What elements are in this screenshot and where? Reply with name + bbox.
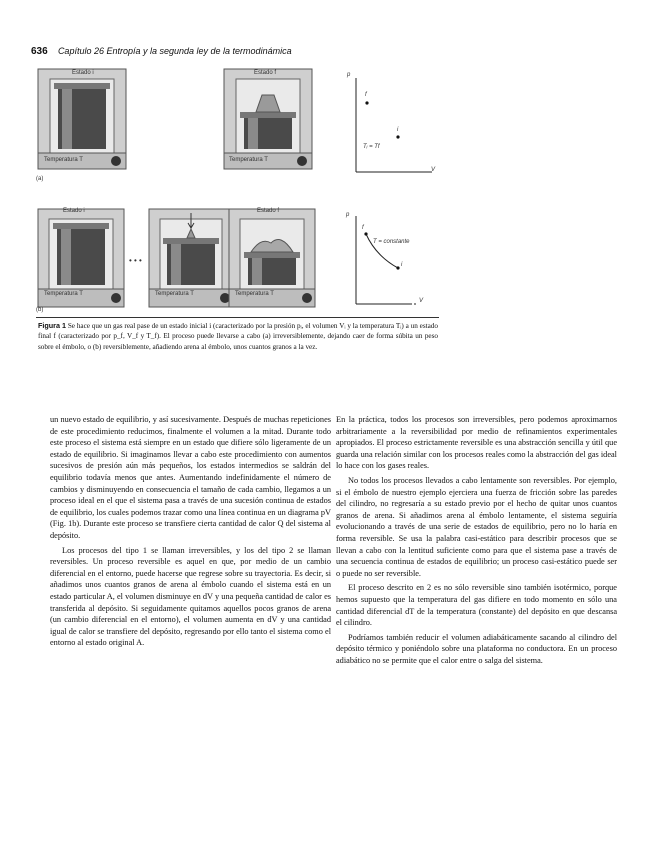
figure-b-f-label: f (362, 225, 364, 231)
figure-b-point-f (364, 232, 367, 235)
page-number: 636 (31, 46, 48, 57)
figure-a-relation-label: Tᵢ = Tf (363, 144, 380, 150)
figure-b-y-axis-label: p (346, 212, 350, 218)
figure-b-state-f-label: Estado f (257, 208, 280, 214)
figure-b-reservoir3-label: Temperatura T (235, 291, 274, 297)
figure-b-reservoir2-label: Temperatura T (155, 291, 194, 297)
figure-a-x-axis-label: V (431, 167, 436, 173)
caption-title: Figura 1 (38, 321, 66, 330)
left-column (50, 414, 331, 649)
figure-b-point-i (396, 266, 399, 269)
right-paragraph-2: No todos los procesos llevados a cabo lentamente son reversibles. Por ejemplo, si el émbolo de nuestro ejemplo ejerciera una fuerza de fricción sobre las paredes del cilindro, no regresaría a su estado previo por el hecho de quitar unos cuantos granos de arena. Si añadimos arena al émbolo lentamente, el sistema seguiría evolucionando a través de una serie de estados de equilibrio, pero no lo haría en forma reversible. Se usa la palabra casi-estático para describir procesos que se llevan a cabo con la lentitud suficiente como para que el sistema pase a través de una secuencia continua de estados de equilibrio; un proceso casi-estático puede ser o puede no ser reversible. (336, 475, 617, 578)
figure-b-state-i-label: Estado i (63, 208, 85, 214)
chapter-title: Capítulo 26 Entropía y la segunda ley de la termodinámica (57, 46, 292, 56)
figure-b-x-axis-label: V (419, 298, 424, 304)
left-paragraph-1: un nuevo estado de equilibrio, y así sucesivamente. Después de muchas repeticiones de este procedimiento reducimos, finalmente el volumen a la mitad. Durante todo este proceso el sistema está siempre en un estado que difiere sólo ligeramente de un estado de equilibrio. Si imaginamos llevar a cabo este procedimiento con aumentos sucesivos de presión aún más pequeños, los estados intermedios se saldrán del equilibrio todavía menos que antes. Aumentando indefinidamente el número de cambios y disminuyendo en consecuencia el tamaño de cada cambio, llegamos a un proceso ideal en el que el sistema pasa a través de una sucesión continua de estados de equilibrio, los cuales podemos trazar como una línea continua en un diagrama pV (Fig. 1b). Durante este proceso se transfiere cierta cantidad de calor Q del sistema al depósito. (50, 415, 331, 540)
figure-divider (36, 317, 439, 318)
figure-a-y-axis-label: p (347, 72, 351, 78)
right-paragraph-1: En la práctica, todos los procesos son irreversibles, pero podemos aproximarnos arbitrariamente a la reversibilidad por medio de refinamientos experimentales apropiados. El proceso estrictamente reversible es una abstracción sencilla y útil que guarda una relación similar con los procesos reales como la abstracción del gas ideal lo hace con los gases reales. (336, 415, 617, 471)
figure-a-f-label: f (365, 92, 367, 98)
figure-b-reservoir1-label: Temperatura T (44, 291, 83, 297)
figure-b-dots-1: • • • (129, 256, 142, 265)
caption-text: Se hace que un gas real pase de un estado inicial i (caracterizado por la presión pᵢ, el volumen Vᵢ y la temperatura Tᵢ) a un estado final f (caracterizado por p_f, V_f y T_f). El proceso puede llevarse a cabo (a) irreversiblemente, dejando caer de forma súbita un peso sobre el émbolo, o (b) reversiblemente, añadiendo arena al émbolo, unos cuantos granos a la vez. (38, 322, 438, 351)
figure-b-i-label: i (401, 262, 403, 268)
figure-a-point-i (396, 135, 399, 138)
figure-a-reservoir-label: Temperatura T (44, 157, 83, 163)
figure-a-state-i-label: Estado i (72, 70, 94, 76)
figure-b-curve-label: T = constante (373, 239, 410, 245)
running-header (31, 46, 292, 57)
figure-a-i-label: i (397, 127, 399, 133)
right-paragraph-3: El proceso descrito en 2 es no sólo reversible sino también isotérmico, porque hemos supuesto que la temperatura del gas difiere en todo momento en sólo una cantidad diferencial dT de la temperatura (constante) del depósito en que descansa el cilindro. (336, 583, 617, 628)
figure-a-point-f (365, 101, 368, 104)
left-paragraph-2: Los procesos del tipo 1 se llaman irreversibles, y los del tipo 2 se llaman reversibles. Un proceso reversible es aquel en que, por medio de un cambio diferencial en el entorno, puede hacerse que regrese sobre su trayectoria. Es decir, si añadimos unos cuantos granos de arena al émbolo cuando el sistema está en un estado particular A, el volumen disminuye en dV y una pequeña cantidad de calor es transferida al depósito. Si seguidamente quitamos aquellos pocos granos de arena (un cambio diferencial en el entorno), el volumen aumenta en dV y una cantidad igual de calor se transfiere del depósito, regresando por ello tanto el sistema como el entorno al estado original A. (50, 545, 331, 648)
right-paragraph-4: Podríamos también reducir el volumen adiabáticamente sacando al cilindro del depósito térmico y poniéndolo sobre una plataforma no conductora. En un proceso adiabático no se permite que el calor entre o salga del sistema. (336, 632, 617, 665)
figure-b-part-label: (b) (36, 307, 44, 313)
figure-a-reservoir2-label: Temperatura T (229, 157, 268, 163)
figure-a-state-f-label: Estado f (254, 70, 277, 76)
right-column (336, 414, 617, 666)
figure-caption (38, 321, 438, 352)
figure-a-pv-plot (350, 72, 440, 182)
figure-a-part-label: (a) (36, 176, 44, 182)
